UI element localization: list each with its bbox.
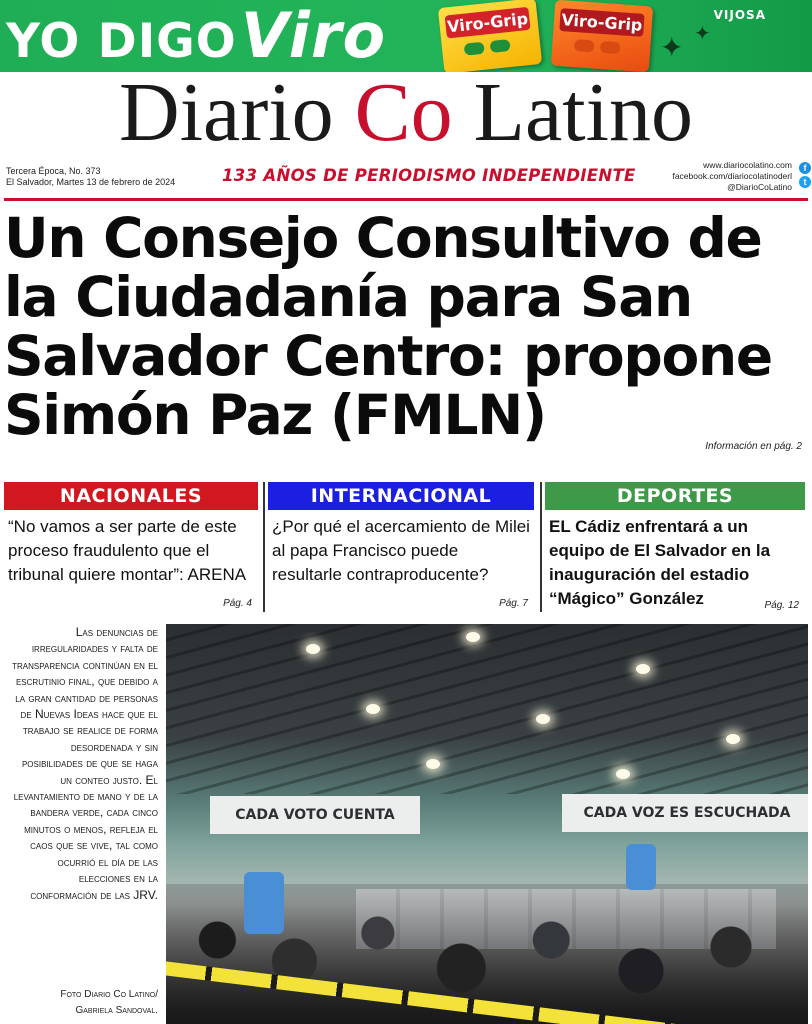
tagline: 133 AÑOS DE PERIODISMO INDEPENDIENTE: [222, 166, 636, 185]
pill-icon: [574, 39, 595, 52]
main-headline[interactable]: Un Consejo Consultivo de la Ciudadanía para San Salvador Centro: propone Simón Paz (FMLN): [4, 206, 772, 447]
ceiling-light: [616, 769, 630, 779]
section-header: DEPORTES: [545, 482, 805, 510]
photo-vest: [626, 844, 656, 890]
photo-sign-right: CADA VOZ ES ESCUCHADA: [562, 794, 808, 832]
section-header: NACIONALES: [4, 482, 258, 510]
main-photo[interactable]: [166, 624, 808, 1024]
ceiling-light: [636, 664, 650, 674]
pill-icon: [490, 39, 511, 53]
masthead-divider: [4, 198, 808, 201]
ceiling-light: [466, 632, 480, 642]
photo-vest: [244, 872, 284, 934]
section-nacionales[interactable]: [4, 482, 258, 609]
ad-company: VIJOSA: [713, 8, 766, 22]
website-link[interactable]: www.diariocolatino.com: [703, 160, 792, 170]
photo-caption: Las denuncias de irregularidades y falta de transparencia continúan en el escrutinio final, que debido a la gran cantidad de personas de Nuevas Ideas hace que el trabajo se realice de forma desordenada y sin posibilidades de que se haga un conteo justo. El levantamiento de mano y de la bandera verde, cada cinco minutos o menos, refleja el caos que se vive, tal como ocurrió el día de las elecciones en la conformación de las JRV.: [12, 625, 158, 902]
sparkle-icon: ✦: [694, 23, 711, 45]
dateline: El Salvador, Martes 13 de febrero de 2024: [6, 177, 176, 187]
facebook-link[interactable]: facebook.com/diariocolatinoderl: [672, 171, 792, 181]
section-teaser: EL Cádiz enfrentará a un equipo de El Salvador en la inauguración del estadio “Mágico” González: [549, 517, 771, 608]
photo-ceiling: [166, 624, 808, 794]
sparkle-icon: ✦: [660, 32, 684, 63]
headline-page-reference: Información en pág. 2: [705, 441, 802, 452]
section-internacional[interactable]: [268, 482, 534, 609]
product-box-orange: [551, 0, 653, 72]
product-box-green: [438, 0, 542, 72]
edition-number: Tercera Época, No. 373: [6, 166, 101, 176]
photo-credit: Foto Diario Co Latino/ Gabriela Sandoval.: [60, 989, 158, 1016]
page-reference: Pág. 12: [764, 600, 799, 611]
column-divider: [263, 482, 265, 612]
photo-sign-left: CADA VOTO CUENTA: [210, 796, 420, 834]
section-teaser: ¿Por qué el acercamiento de Milei al papa Francisco puede resultarle contraproducente?: [272, 517, 530, 584]
edition-info: [6, 166, 175, 188]
ceiling-light: [726, 734, 740, 744]
ad-slogan: YO DIGOViro: [6, 0, 387, 72]
twitter-link[interactable]: @DiarioCoLatino: [727, 182, 792, 192]
page-reference: Pág. 4: [223, 598, 252, 609]
pill-icon: [464, 42, 485, 56]
product-label: Viro-Grip: [445, 7, 531, 39]
ceiling-light: [536, 714, 550, 724]
facebook-icon[interactable]: f: [799, 162, 811, 174]
section-header: INTERNACIONAL: [268, 482, 534, 510]
twitter-icon[interactable]: t: [799, 176, 811, 188]
page-reference: Pág. 7: [499, 598, 528, 609]
logo-accent: Co: [354, 66, 453, 159]
ceiling-light: [426, 759, 440, 769]
newspaper-logo[interactable]: Diario Co Latino: [119, 66, 693, 159]
ceiling-light: [306, 644, 320, 654]
section-teaser: “No vamos a ser parte de este proceso fraudulento que el tribunal quiere montar”: ARENA: [8, 517, 247, 584]
section-deportes[interactable]: [545, 482, 805, 611]
pill-icon: [600, 41, 621, 54]
contact-info: [672, 160, 792, 193]
column-divider: [540, 482, 542, 612]
ad-brand-word: Viro: [240, 0, 387, 72]
product-label: Viro-Grip: [559, 8, 644, 37]
advertisement-banner[interactable]: [0, 0, 812, 72]
ceiling-light: [366, 704, 380, 714]
